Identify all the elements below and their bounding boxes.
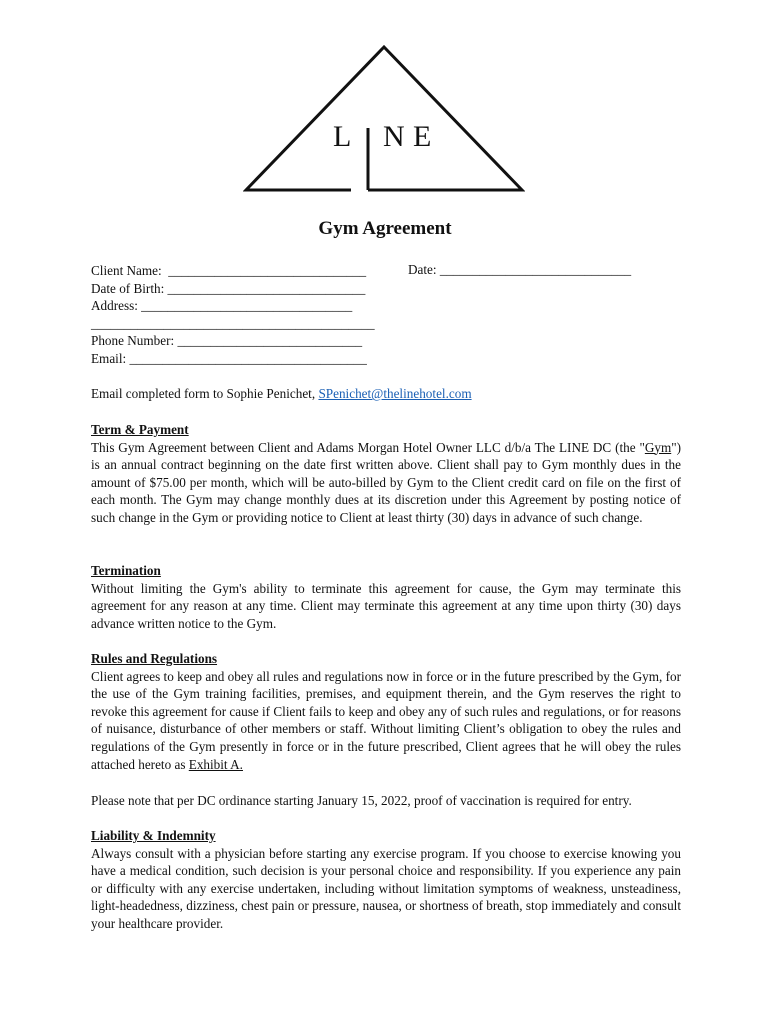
logo-letter-n: N: [383, 120, 406, 153]
term-section: [91, 421, 681, 527]
email-link[interactable]: SPenichet@thelinehotel.com: [318, 386, 472, 401]
email-note: [91, 385, 681, 403]
term-text-1: This Gym Agreement between Client and Adams Morgan Hotel Owner LLC d/b/a The LINE DC (the ": [91, 439, 645, 455]
gym-term: Gym: [644, 439, 672, 455]
termination-section: [91, 562, 681, 632]
rules-section: [91, 650, 681, 773]
email-note-text: Email completed form to Sophie Penichet,: [91, 386, 319, 401]
vaccine-note: Please note that per DC ordinance starting January 15, 2022, proof of vaccination is required for entry.: [91, 793, 632, 808]
exhibit-a-link: Exhibit A.: [188, 756, 243, 772]
dob-field[interactable]: Date of Birth: ______________________________: [91, 280, 366, 296]
client-name-field[interactable]: Client Name: ______________________________: [91, 263, 367, 278]
logo-letter-e: E: [413, 120, 433, 153]
rules-text: Client agrees to keep and obey all rules and regulations now in force or in the future prescribed by the Gym, for the use of the Gym training facilities, premises, and equipment therein, and the Gym reserves the right to revoke this agreement for cause if Client fails to keep and obey any of such rules and regulations, or for reasons of nuisance, disturbance of other members or staff. Without limiting Client’s obligation to obey the rules and regulations of the Gym presently in force or in the future prescribed, Client agrees that he will obey the rules attached hereto as: [91, 668, 681, 772]
liability-heading: Liability & Indemnity: [91, 828, 216, 843]
date-field[interactable]: Date: _____________________________: [408, 262, 632, 277]
liability-body: Always consult with a physician before starting any exercise program. If you choose to exercise knowing you have a medical condition, such decision is your personal choice and responsibility. If you experience any pain or difficulty with any exercise undertaken, including without limitation symptoms of weakness, unsteadiness, light-headedness, dizziness, chest pain or pressure, nausea, or shortness of breath, stop immediately and consult your healthcare provider.: [91, 845, 681, 931]
page-title: Gym Agreement: [318, 218, 452, 239]
rules-heading: Rules and Regulations: [91, 651, 218, 666]
term-heading: Term & Payment: [91, 422, 189, 437]
address-line2-field[interactable]: ___________________________________________: [91, 315, 375, 331]
phone-field[interactable]: Phone Number: ____________________________: [91, 333, 363, 349]
logo-letter-l: L: [333, 120, 353, 153]
term-body: [91, 439, 681, 527]
triangle-logo-icon: [243, 44, 525, 194]
term-text-2: ") is an annual contract beginning on the date first written above. Client shall pay to Gym monthly dues in the amount of $75.00 per month, which will be auto-billed by Gym to the Client credit card on file on the first of each month. The Gym may change monthly dues at its discretion under this Agreement by posting notice of such change in the Gym or providing notice to Client at least thirty (30) days in advance of such change.: [91, 439, 681, 525]
liability-section: [91, 827, 681, 933]
rules-body: [91, 668, 681, 774]
termination-body: Without limiting the Gym's ability to terminate this agreement for cause, the Gym may terminate this agreement for any reason at any time. Client may terminate this agreement at any time upon thirty (30) days advance written notice to the Gym.: [91, 580, 681, 631]
termination-heading: Termination: [91, 563, 161, 578]
address-field[interactable]: Address: ________________________________: [91, 298, 353, 314]
email-field[interactable]: Email: ____________________________________: [91, 350, 367, 366]
